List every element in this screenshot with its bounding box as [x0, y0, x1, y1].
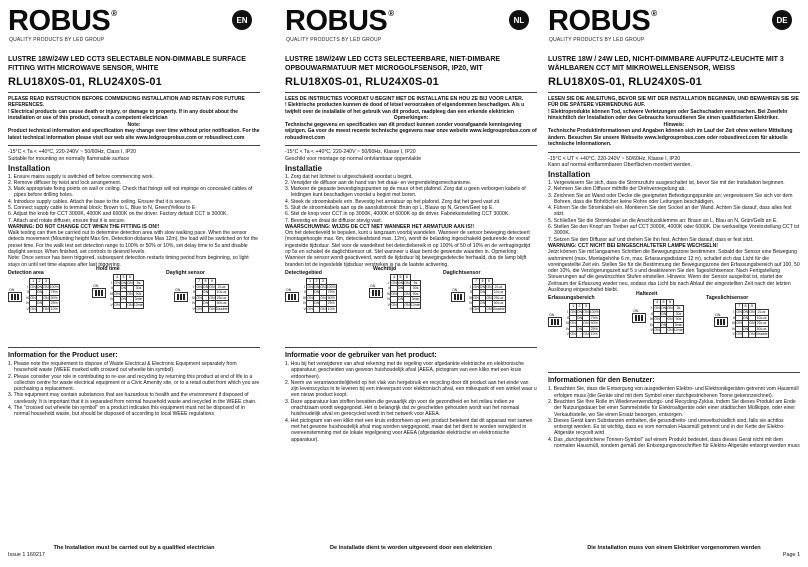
dip-cell: ON: [736, 332, 742, 337]
language-badge-nl: NL: [509, 10, 529, 30]
dip-level-label: II: [650, 311, 653, 316]
divider: [8, 92, 260, 93]
dip-cell: ON: [36, 301, 43, 306]
divider: [285, 347, 537, 348]
dip-column-header: 8: [202, 278, 208, 284]
dip-column-header: 9: [749, 304, 755, 310]
dip-level-label: V: [110, 302, 113, 307]
dip-value: 12min: [410, 302, 421, 307]
dip-switch-icon: [451, 287, 465, 302]
dip-cell: ON: [583, 309, 589, 314]
dip-level-label: V: [566, 332, 569, 337]
dip-switch-icon: [548, 313, 562, 327]
daylight-sensor-table: [192, 278, 229, 313]
dip-column-header: 1: [307, 278, 313, 284]
language-badge-de: DE: [772, 10, 792, 30]
dip-cell: ON: [313, 301, 320, 306]
dip-column-header: 5: [120, 274, 126, 280]
dip-level-label: II: [469, 290, 472, 295]
dip-column-header: 7: [473, 278, 479, 284]
page-number: Page 1: [782, 552, 800, 558]
dip-cell: ON: [209, 295, 215, 300]
dip-switch-icon: [285, 287, 299, 302]
dip-cell: ON: [660, 305, 667, 310]
dip-on-label: ON: [715, 313, 721, 318]
dip-value: 2Lux: [492, 284, 505, 290]
product-title: LUSTRE 18W/24W LED CCT3 SELECTEERBARE, NIET-DIMBARE OPBOUWARMATUUR MET MICROGOLFSENSOR, IP20, WIT: [285, 56, 501, 73]
dip-level-label: IV: [303, 301, 307, 306]
dip-cell: ON: [486, 306, 492, 311]
dip-level-label: IV: [469, 301, 473, 306]
dip-level-label: II: [192, 290, 195, 295]
dip-cell: ON: [196, 295, 202, 300]
divider: [548, 152, 800, 153]
dip-cell: ON: [320, 284, 326, 289]
dip-level-label: IV: [732, 326, 736, 331]
dip-level-label: IV: [110, 297, 114, 302]
divider: [285, 145, 537, 146]
dip-cell: ON: [307, 284, 313, 289]
detection-area-table: [566, 303, 600, 338]
dip-column-header: 7: [196, 278, 202, 284]
dip-value: 12min: [673, 328, 684, 333]
disposal-info: 1. Beachten Sie, dass die Entsorgung von ausgedienten Elektro- und Elektronikgeräten getrennt vom Hausmüll erfolgen muss (die Geräte sind mit dem Symbol einer durchgestrichenen Tonne gekennzeichnet). 2. Beachten Sie Ihre Rolle im Wiederverwendungs- und Recycling-Zyklus, indem Sie dieses Produkt am Ende der Nutzungsdauer bei einer Sammelstelle für Elektroaltgeräte oder einer städtischen Müllkippe, oder einer Verkaufsstelle, wo Sie einen Ersatz besorgen, entsorgen. 3. Dieses Gerät kann Substanzen enthalten, die gesundheits- und umweltschädlich sind, falls sie achtlos entsorgt werden. Es ist wichtig, dass es vom normalen Hausmüll getrennt und in der Kette der Elektro-Altgeräte recycelt wird 4. Das „durchgestrichene Tonnen-Symbol" auf einem Produkt bedeutet, dass dieses Gerät nicht mit dem normalen Hausmüll, sondern gemäß der Entsorgungsvorschriften für Elektro-Altgeräte entsorgt werden muss: [548, 386, 800, 450]
detection-area-label: Detectiegebied: [285, 269, 322, 276]
dip-column-header: 1: [570, 304, 576, 310]
sensor-setting-diagrams: [8, 265, 260, 343]
dip-column-header: 2: [36, 278, 42, 284]
dip-level-label: V: [469, 306, 472, 311]
dip-column-header: 4: [391, 274, 397, 280]
dip-value: 3min: [674, 322, 683, 327]
product-code: RLU18X0S-01, RLU24X0S-01: [548, 75, 702, 88]
dip-cell: ON: [736, 321, 742, 326]
dip-cell: ON: [404, 280, 410, 285]
dip-value: 30s: [133, 286, 144, 292]
dip-level-label: II: [303, 290, 306, 295]
dip-cell: ON: [570, 321, 576, 326]
daylight-sensor-table: [469, 278, 506, 313]
dip-level-label: V: [303, 306, 306, 311]
dip-switch-icon: [714, 313, 728, 327]
dip-value: 90s: [133, 291, 144, 297]
dip-cell: ON: [473, 295, 479, 300]
dip-level-label: V: [26, 306, 29, 311]
dip-column-header: 3: [43, 278, 49, 284]
detection-area-table: [26, 278, 60, 313]
dip-level-label: V: [192, 306, 195, 311]
dip-value: 25%: [590, 326, 598, 331]
dip-value: 75%: [50, 290, 58, 295]
column-german: [548, 6, 800, 551]
dip-switch-icon: [632, 309, 646, 323]
dip-cell: ON: [30, 295, 36, 300]
dip-level-label: I: [733, 309, 735, 314]
dip-value: 90s: [410, 291, 421, 297]
sensor-setting-diagrams: [548, 291, 800, 368]
dip-cell: ON: [736, 309, 742, 314]
dip-value: 2Lux: [215, 284, 228, 290]
installation-heading: Installation: [548, 170, 591, 179]
dip-value: 100%: [49, 284, 59, 289]
dip-value: 10%: [327, 306, 335, 311]
dip-cell: ON: [127, 291, 133, 296]
dip-level-label: III: [26, 295, 30, 300]
dip-on-label: ON: [93, 283, 99, 288]
dip-level-label: IV: [566, 326, 570, 331]
dip-cell: ON: [120, 280, 127, 285]
product-title: LUSTRE 18W/24W LED CCT3 SELECTABLE NON-DIMMABLE SURFACE FITTING WITH MICROWAVE SENSOR, WHITE: [8, 56, 246, 73]
installation-note: The Installation must be carried out by a qualified electrician: [53, 545, 215, 551]
dip-cell: ON: [404, 291, 410, 296]
detection-area-label: Detection area: [8, 269, 44, 276]
daylight-sensor-label: Daylight sensor: [166, 269, 205, 276]
dip-cell: ON: [36, 290, 43, 295]
dip-cell: ON: [320, 306, 326, 311]
dip-column-header: 7: [736, 304, 742, 310]
divider: [548, 92, 800, 93]
dip-column-header: 5: [660, 300, 666, 306]
specifications: -15°C < Ta < +40°C, 220-240V ~ 50/60Hz, Class I, IP20 Suitable for mounting on normally flammable surface: [8, 149, 137, 162]
dip-column-header: 2: [576, 304, 582, 310]
product-code: RLU18X0S-01, RLU24X0S-01: [8, 75, 162, 88]
divider: [8, 347, 260, 348]
specifications: -15°C < Ta < +40°C, 220-240V ~ 50/60Hz, Klasse I, IP20 Geschikt voor montage op normal ontvlambaar oppervlakte: [285, 149, 422, 162]
dip-cell: ON: [479, 284, 486, 289]
dip-value: 10%: [50, 306, 58, 311]
logo-tagline: QUALITY PRODUCTS BY LED GROUP: [549, 37, 645, 43]
dip-level-label: IV: [26, 301, 30, 306]
logo-tagline: QUALITY PRODUCTS BY LED GROUP: [286, 37, 382, 43]
safety-warning: LEES DE INSTRUCTIES VOORDAT U BEGINT MET DE INSTALLATIE EN HOU ZE BIJ VOOR LATER. ! Elektrische producten kunnen de dood of letsel veroorzaken of eigendommen beschadigen. Als u twijfelt over de installatie of het gebruik van dit product, raadpleeg dan een erkende elektricien Opmerkingen: Technische gegevens en specificaties van dit product kunnen zonder voorafgaande kennisgeving wijzigen. Ga voor de meest recente technische gegevens naar onze website www.ledgrouprobus.com of robusdirect.com: [285, 95, 537, 141]
dip-value: 50Lux: [216, 301, 227, 306]
dip-switch-icon: [369, 283, 383, 298]
dip-cell: ON: [749, 309, 755, 314]
dip-cell: ON: [196, 306, 202, 311]
dip-level-label: V: [732, 332, 735, 337]
hold-time-label: Hold time: [96, 265, 120, 272]
dip-column-header: 1: [30, 278, 36, 284]
dip-value: 50%: [50, 295, 58, 300]
info-heading: Information for the Product user:: [8, 351, 118, 359]
dip-cell: ON: [742, 326, 749, 331]
dip-cell: ON: [397, 280, 404, 285]
dip-value: 3min: [134, 297, 143, 302]
dip-cell: ON: [570, 309, 576, 314]
dip-cell: ON: [307, 295, 313, 300]
dip-cell: ON: [127, 302, 133, 307]
dip-value: 10Lux: [493, 290, 504, 295]
dip-value: Disable: [755, 332, 768, 337]
column-dutch: [285, 6, 537, 551]
dip-cell: ON: [307, 306, 313, 311]
dip-column-header: 4: [654, 300, 660, 306]
safety-warning: PLEASE READ INSTRUCTION BEFORE COMMENCING INSTALLATION AND RETAIN FOR FUTURE REFERENCES. ! Electrical products can cause death or injury, or damage to property. If in any doubt about the installation or use of this product, consult a competent electrician Note: Product technical information and specification may change over time without prior notification. For the latest technical information please visit our web site www.ledgrouprobus.com or robusdirect.com: [8, 95, 260, 141]
dip-column-header: 6: [404, 274, 410, 280]
dip-cell: ON: [742, 315, 749, 320]
dip-value: 10Lux: [216, 290, 227, 295]
dip-level-label: II: [26, 290, 29, 295]
dip-cell: ON: [479, 301, 486, 306]
dip-level-label: III: [732, 321, 736, 326]
product-title: LUSTRE 18W / 24W LED, NICHT-DIMMBARE AUFPUTZ-LEUCHTE MIT 3 WÄHLBAREN CCT MIT MIKROWELLENSENSOR, WEISS: [548, 56, 784, 73]
logo-tagline: QUALITY PRODUCTS BY LED GROUP: [9, 37, 105, 43]
dip-value: 100%: [589, 309, 599, 314]
dip-cell: ON: [36, 284, 43, 289]
hold-time-label: Wachttijd: [373, 265, 397, 272]
daylight-sensor-label: Daglichtsensor: [443, 269, 481, 276]
robus-logo: ROBUS ® QUALITY PRODUCTS BY LED GROUP NL: [285, 6, 537, 46]
installation-heading: Installatie: [285, 163, 322, 173]
dip-cell: ON: [576, 315, 583, 320]
disposal-info: 1. Hou bij het verwijderen van afval rekening met de regeling voor afgedankte elektrische en elektronische apparatuur, gescheiden van gewoon huishoudelijk afval (AEEA, pictogram van een kliko met een kruis erdoorheen). 2. Neem uw verantwoordelijkheid op het vlak van hergebruik en recycling door dit product aan het einde van zijn levenscyclus in te leveren bij een inleverpunt voor elektronisch afval, een milieupark of een winkel waar u een nieuw product koopt. 3. Deze apparatuur kan stoffen bevatten die gevaarlijk zijn voor de gezondheid en het milieu indien ze onachtzaam wordt weggegooid. Het is belangrijk dat ze gescheiden gehouden wordt van het normaal huishoudelijk afval en gerecycled wordt in het netwerk voor AEEA. 4. Het pictogram van een kliko met een kruis erdoorheen op een product betekent dat dit apparaat niet samen met het gewone huishoudelijk afval mag worden weggegooid, maar dat het dient te worden verwijderd in overeenstemming met de lokale regelgeving voor AEEA (afgedankte elektrische en elektronische apparatuur).: [285, 360, 537, 443]
dip-on-label: ON: [549, 313, 555, 318]
dip-cell: ON: [397, 286, 404, 291]
dip-level-label: III: [650, 317, 654, 322]
dip-cell: ON: [660, 311, 667, 316]
dip-value: 25%: [50, 301, 58, 306]
dip-on-label: ON: [286, 287, 292, 292]
info-heading: Informatie voor de gebruiker van het product:: [285, 351, 437, 359]
dip-value: 5s: [133, 280, 144, 286]
dip-cell: ON: [749, 332, 755, 337]
dip-level-label: V: [387, 302, 390, 307]
dip-cell: ON: [120, 297, 127, 302]
dip-cell: ON: [114, 302, 120, 307]
dip-cell: ON: [313, 290, 320, 295]
dip-column-header: 3: [583, 304, 589, 310]
dip-value: 30s: [410, 286, 421, 292]
dip-cell: ON: [202, 290, 209, 295]
safety-warning: LESEN SIE DIE ANLEITUNG, BEVOR SIE MIT DER INSTALLATION BEGINNEN, UND BEWAHREN SIE SIE FÜR DIE SPÄTERE VERWENDUNG AUF. ! Elektroprodukte können Tod, schwere Verletzungen oder Sachschaden verursachen. Bei Zweifeln hinsichtlich der Installation oder des Gebrauchs konsultieren Sie einen qualifizierten Elektriker. Hinweis: Technische Produktinformationen und Angaben können sich im Lauf der Zeit ohne weitere Mitteilung ändern. Besuchen Sie unsere Webseite www.ledgrouprobus.com oder robusdirect.com für aktuelle technische Informationen.: [548, 95, 799, 148]
dip-value: 50Lux: [756, 326, 767, 331]
dip-level-label: II: [110, 286, 113, 291]
dip-level-label: III: [110, 291, 114, 296]
dip-level-label: IV: [192, 301, 196, 306]
dip-level-label: III: [566, 321, 570, 326]
dip-level-label: III: [192, 295, 196, 300]
dip-cell: ON: [30, 284, 36, 289]
dip-on-label: ON: [9, 287, 15, 292]
hold-time-label: Haltezeit: [636, 291, 658, 298]
dip-cell: ON: [742, 309, 749, 314]
info-heading: Informationen für den Benutzer:: [548, 377, 655, 385]
dip-switch-icon: [174, 287, 188, 302]
hold-time-table: [650, 299, 684, 334]
dip-switch-icon: [8, 287, 22, 302]
robus-logo: ROBUS ® QUALITY PRODUCTS BY LED GROUP EN: [8, 6, 260, 46]
dip-cell: ON: [30, 306, 36, 311]
dip-value: 50Lux: [493, 301, 504, 306]
dip-level-label: I: [388, 280, 390, 285]
dip-value: 50%: [327, 295, 335, 300]
installation-note: Die Installation muss von einem Elektriker vorgenommen werden: [587, 545, 761, 551]
product-code: RLU18X0S-01, RLU24X0S-01: [285, 75, 439, 88]
dip-level-label: III: [469, 295, 473, 300]
dip-cell: ON: [654, 328, 660, 333]
dip-cell: ON: [114, 280, 120, 285]
dip-value: 90s: [673, 317, 684, 323]
daylight-sensor-label: Tageslichtsensor: [706, 295, 749, 302]
dip-cell: ON: [320, 295, 326, 300]
dip-column-header: 5: [397, 274, 403, 280]
dip-cell: ON: [404, 302, 410, 307]
dip-cell: ON: [127, 280, 133, 285]
dip-value: 75%: [327, 290, 335, 295]
dip-value: 10Lux: [756, 315, 767, 320]
dip-cell: ON: [391, 291, 397, 296]
dip-level-label: III: [303, 295, 307, 300]
dip-level-label: I: [304, 284, 306, 289]
dip-value: 5s: [673, 305, 684, 311]
dip-cell: ON: [202, 284, 209, 289]
sensor-setting-diagrams: [285, 265, 537, 343]
dip-cell: ON: [576, 326, 583, 331]
dip-level-label: III: [387, 291, 391, 296]
hold-time-table: [387, 274, 421, 309]
dip-cell: ON: [667, 328, 673, 333]
dip-value: 3min: [411, 297, 420, 302]
dip-cell: ON: [209, 306, 215, 311]
dip-value: 5s: [410, 280, 421, 286]
dip-level-label: I: [567, 309, 569, 314]
dip-cell: ON: [209, 284, 215, 289]
robus-logo: ROBUS ® QUALITY PRODUCTS BY LED GROUP DE: [548, 6, 800, 46]
dip-value: 25Lux: [756, 321, 767, 326]
dip-cell: ON: [114, 291, 120, 296]
dip-cell: ON: [583, 332, 589, 337]
dip-cell: ON: [43, 306, 49, 311]
dip-column-header: 9: [209, 278, 215, 284]
dip-value: 25Lux: [493, 295, 504, 300]
dip-cell: ON: [43, 284, 49, 289]
dip-column-header: 3: [320, 278, 326, 284]
detection-area-label: Erfassungsbereich: [548, 295, 595, 302]
dip-value: 100%: [326, 284, 336, 289]
installation-heading: Installation: [8, 163, 51, 173]
dip-level-label: IV: [387, 297, 391, 302]
dip-cell: ON: [486, 284, 492, 289]
issue-number: Issue 1 160217: [8, 552, 45, 558]
dip-value: 12min: [133, 302, 144, 307]
installation-note: De installatie dient te worden uitgevoerd door een elektricien: [330, 545, 492, 551]
column-english: [8, 6, 260, 551]
dip-on-label: ON: [452, 287, 458, 292]
dip-cell: ON: [43, 295, 49, 300]
dip-cell: ON: [479, 290, 486, 295]
dip-column-header: 9: [486, 278, 492, 284]
divider: [548, 372, 800, 373]
dip-level-label: II: [566, 315, 569, 320]
installation-steps: 1. Vergewissern Sie sich, dass die Stromzufuhr ausgeschaltet ist, bevor Sie mit der Installation beginnen. 2. Nehmen Sie den Diffusor mithilfe der Drehverriegelung ab. 3. Zeichnen Sie an Wand oder Decke die geeigneten Befestigungspunkte an; vergewissern Sie sich vor dem Bohren, dass die Bohrlöcher keine Rohre oder Leitungen beschädigen. 4. Führen Sie die Stromkabel ein. Montieren Sie den Sockel an der Wand. Achten Sie darauf, dass alles fest sitzt. 5. Schließen Sie die Stromkabel an die Anschlussklemme an: Braun an L, Blau an N, Grün/Gelb an E. 6. Stellen Sie den Knopf am Treiber auf CCT 3000K, 4000K oder 6000K. Die werkseitige Voreinstellung CCT ist 3000K. 7. Setzen Sie den Diffusor auf und drehen Sie ihn fest. Achten Sie darauf, dass er fest sitzt. WARNUNG: CCT NICHT BEI EINGESCHALTETER LAMPE WECHSELN! Jetzt können Sie mit langsamen Schritten die Bewegungszone bestimmen. Sobald der Sensor eine Bewegung wahrnimmt (max. Montagehöhe 6 m, max. Erfassungsdistanz 12 m), schaltet sich das Licht für die voreingestellte Zeit ein. Stellen Sie für die Bestimmung der Bewegungszone den Erfassungsbereich auf 100, 50 oder 10%, die Verzögerungszeit auf 5 s und deaktivieren Sie den Tageslichtsensor. Nach Fertigstellung Steuerungen auf die gewünschten Stufen einstellen. Hinweis: Wenn der Sensor ausgelöst ist, startet der Zeitraum der Erfassung wieder neu, sodass das Licht bis nach Ablauf der eingestellten Zeit nach der letzten Auslösung eingeschaltet bleibt.: [548, 180, 800, 294]
dip-column-header: 4: [114, 274, 120, 280]
dip-level-label: I: [651, 305, 653, 310]
divider: [285, 92, 537, 93]
dip-column-header: 2: [313, 278, 319, 284]
dip-cell: ON: [397, 297, 404, 302]
dip-cell: ON: [576, 309, 583, 314]
dip-switch-icon: [92, 283, 106, 298]
dip-value: 50%: [590, 321, 598, 326]
dip-cell: ON: [654, 317, 660, 322]
dip-cell: ON: [667, 317, 673, 322]
dip-value: 25%: [327, 301, 335, 306]
dip-value: 25Lux: [216, 295, 227, 300]
dip-cell: ON: [486, 295, 492, 300]
dip-column-header: 6: [127, 274, 133, 280]
dip-cell: ON: [202, 301, 209, 306]
dip-level-label: V: [650, 328, 653, 333]
dip-cell: ON: [667, 305, 673, 310]
dip-on-label: ON: [633, 309, 639, 314]
dip-cell: ON: [391, 280, 397, 285]
dip-column-header: 8: [479, 278, 485, 284]
dip-level-label: I: [193, 284, 195, 289]
dip-level-label: I: [111, 280, 113, 285]
daylight-sensor-table: [732, 303, 769, 338]
dip-cell: ON: [473, 284, 479, 289]
dip-value: Disable: [215, 306, 228, 311]
hold-time-table: [110, 274, 144, 309]
dip-value: Disable: [492, 306, 505, 311]
dip-cell: ON: [391, 302, 397, 307]
dip-cell: ON: [583, 321, 589, 326]
dip-level-label: II: [732, 315, 735, 320]
dip-value: 30s: [673, 311, 684, 317]
dip-cell: ON: [313, 284, 320, 289]
dip-level-label: I: [27, 284, 29, 289]
dip-value: 75%: [590, 315, 598, 320]
dip-cell: ON: [749, 321, 755, 326]
dip-column-header: 8: [742, 304, 748, 310]
specifications: -15°C < UT < +40°C, 220-240V ~ 50/60Hz, Klasse I, IP20 Kann auf normal entflammbaren Oberflächen montiert werden.: [548, 155, 692, 169]
dip-level-label: II: [387, 286, 390, 291]
installation-steps: 1. Ensure mains supply is switched off before commencing work. 2. Remove diffuser by twist and lock arrangement. 3. Mark appropriate fixing points on wall or ceiling. Check that fixings will not impinge on concealed cables of pipes before drilling holes. 4. Introduce supply cables. Attach the base to the ceiling. Ensure that it is secure. 5. Connect supply cable to terminal block: Brown to L, Blue to N, Green/Yellow to E 6. Adjust the knob for CCT 3000K, 4000K and 6000K on the driver. Factory default CCT is 3000K. 7. Attach and rotate diffuser, ensure that it is secure. WARNING: DO NOT CHANGE CCT WHEN THE FITTING IS ON!! Walk testing can then be carried out to determine detection area with slow walking pace. When the sensor detects movement (Mounting height Max 6m, Detection distance Max 12m), the load will be switched on for the preset time. For the walk test set detection range to 100% or 50% or 10%, set delay time to 5s and disable daylight sensor. When finished, set controls to desired levels. Note: Once sensor has been triggered, subsequent detection restarts timing period from beginning, so light stays on until set time elapses after last triggering.: [8, 173, 258, 268]
dip-level-label: I: [470, 284, 472, 289]
installation-steps: 1. Zorg dat het lichtnet is uitgeschakeld voordat u begint. 2. Verwijder de diffusor aan de hand van het draai- en vergrendelingsmechanisme. 3. Markeer de gepaste bevestigingspunten op de muur of het plafond. Zorg dat u geen verborgen kabels of leidingen kunt beschadigen voordat u begint met boren. 4. Steek de stroomkabels erin. Bevestig het armatuur op het plafond. Zorg dat het goed vast zit. 5. Sluit de stroomkabels aan op de aansluitstrook: Bruin op L, Blauw op N, Groen/Geel op E. 6. Stel de knop voor CCT in op 3000K, 4000K of 6000K op de driver. Fabrieksinstelling CCT 3000K. 7. Bevestig en draai de diffusor stevig vast. WAARSCHUWING: WIJZIG DE CCT NIET WANNEER HET ARMATUUR AAN IS!! Om het detectieveld te bepalen, kunt u langzaam voorbij wandelen. Wanneer de sensor beweging detecteert (montagehoogte max. 6m, detectieafstand max. 12m), wordt de belasting ingeschakeld gedurende de vooraf ingestelde tijdsduur. Stel voor de wandeltest het detectiebereik in op 100% of 50 of 10% en de vertragingstijd op 5s en schakel de daglichtsensor uit. Stel wanneer u klaar bent de gewenste waarden in. Opmerking: Wanneer de sensor wordt geactiveerd, wordt de tijdsduur bij bewegingsdetectie herhaald, dus de lamp blijft branden tot de ingestelde tijdsduur verstreken is na de laatste activering.: [285, 173, 531, 268]
dip-column-header: 6: [667, 300, 673, 306]
dip-cell: ON: [196, 284, 202, 289]
dip-cell: ON: [120, 286, 127, 291]
detection-area-table: [303, 278, 337, 313]
dip-cell: ON: [473, 306, 479, 311]
dip-value: 2Lux: [755, 309, 768, 315]
disposal-info: 1. Please note the requirement to dispose of Waste Electrical & Electronic Equipment separately from household waste (WEEE marked with crossed out wheelie bin symbol). 2. Please consider your role in contributing to re-use and recycling by returning this product at end of life to a collection centre for waste electrical equipment or a Civic Amenity site, or to a retail outlet from which you are purchasing a replacement. 3. This equipment may contain substances that are hazardous to health and the environment if disposed of carelessly. It is important that it is separated from normal household waste and recycled in the WEEE chain. 4. The "crossed out wheelie bin symbol" on a product indicates this equipment must not be disposed of in normal household waste, but should be disposed of according to local WEEE regulations: [8, 360, 260, 418]
dip-on-label: ON: [370, 283, 376, 288]
divider: [8, 145, 260, 146]
dip-on-label: ON: [175, 287, 181, 292]
language-badge-en: EN: [232, 10, 252, 30]
dip-value: 10%: [590, 332, 598, 337]
dip-level-label: IV: [650, 322, 654, 327]
dip-cell: ON: [660, 322, 667, 327]
dip-cell: ON: [570, 332, 576, 337]
dip-cell: ON: [654, 305, 660, 310]
